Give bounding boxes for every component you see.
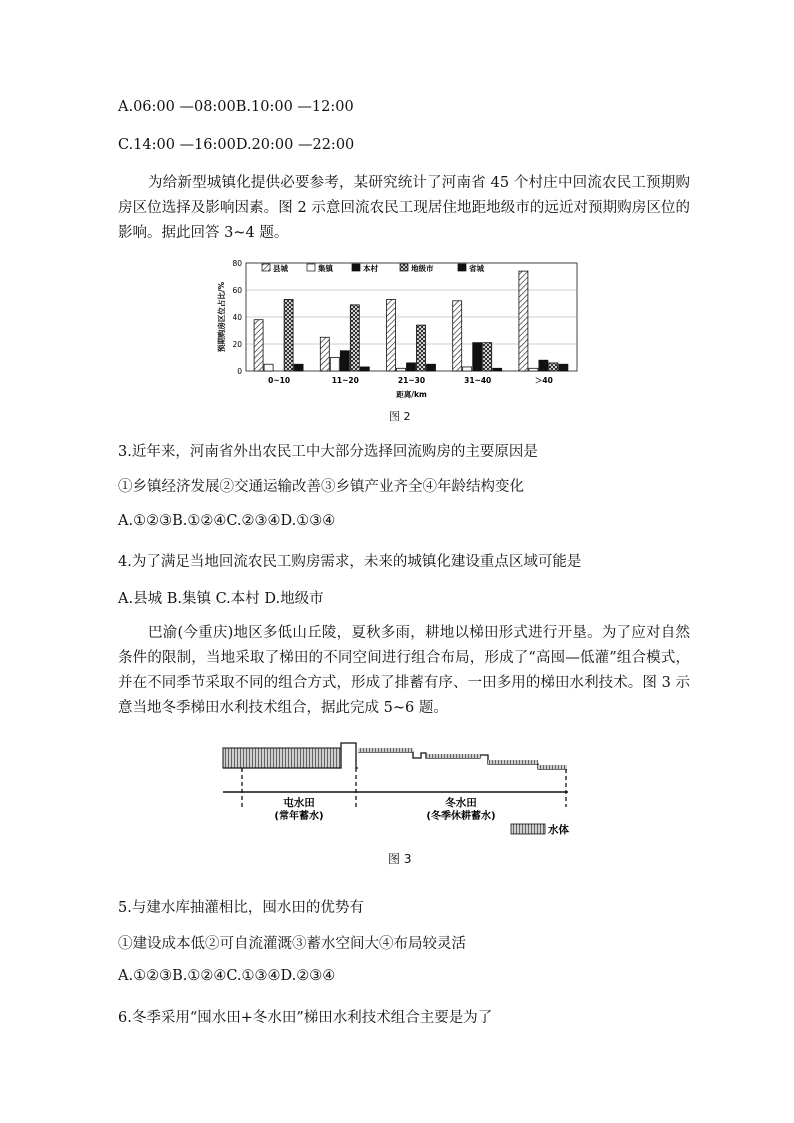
bar [284, 299, 293, 371]
q6-stem: 6.冬季采用“囤水田+冬水田”梯田水利技术组合主要是为了 [118, 1010, 493, 1026]
winter-field-water-1 [358, 748, 413, 752]
legend-label: 集镇 [318, 264, 333, 273]
winter-field-label: 冬水田 [445, 797, 477, 809]
q2-options-line2: C.14:00 —16:00D.20:00 —22:00 [118, 137, 355, 153]
bar [463, 367, 472, 371]
legend-swatch [400, 264, 408, 271]
legend-swatch [458, 264, 466, 271]
intro-paragraph-5-6: 巴渝(今重庆)地区多低山丘陵，夏秋多雨，耕地以梯田形式进行开垦。为了应对自然条件的限制，当地采取了梯田的不同空间进行组合布局，形成了“高囤—低灌”组合模式，并在不同季节采取不同的组合方式，形成了排蓄有序、一田多用的梯田水利技术。图 3 示意当地冬季梯田水利技术组合，据此完成 5~6 题。 [118, 625, 690, 716]
bar [493, 368, 502, 371]
winter-field-water-3 [488, 760, 538, 764]
q5-stem: 5.与建水库抽灌相比，囤水田的优势有 [118, 900, 364, 916]
bar [453, 301, 462, 371]
legend-label: 省城 [469, 264, 484, 273]
bar [254, 320, 263, 371]
winter-field-water-4 [538, 765, 567, 769]
intro-paragraph-3-4: 为给新型城镇化提供必要参考，某研究统计了河南省 45 个村庄中回流农民工预期购房区位选择及影响因素。图 2 示意回流农民工现居住地距地级市的远近对预期购房区位的影响。据此回答 3~4 题。 [118, 175, 690, 241]
figure-2-caption: 图 2 [389, 410, 411, 423]
q5-items: ①建设成本低②可自流灌溉③蓄水空间大④布局较灵活 [118, 936, 466, 952]
y-axis-label: 预期购房区位占比/% [217, 281, 226, 353]
bar [539, 360, 548, 371]
bar [350, 305, 359, 371]
x-tick-label: 21~30 [397, 376, 426, 385]
y-tick-label: 80 [232, 259, 242, 268]
figure-2-bar-chart [210, 255, 590, 405]
x-axis-label: 距离/km [396, 390, 427, 399]
legend-label: 县城 [273, 264, 288, 273]
bar [427, 364, 436, 371]
bar [529, 368, 538, 371]
q2-options-line1: A.06:00 —08:00B.10:00 —12:00 [118, 99, 354, 115]
bar [407, 363, 416, 371]
legend-water-label: 水体 [548, 824, 569, 836]
figure-3-terrace-diagram [215, 735, 585, 845]
q4-stem: 4.为了满足当地回流农民工购房需求，未来的城镇化建设重点区域可能是 [118, 554, 582, 570]
winter-field-sublabel: (冬季休耕蓄水) [426, 811, 496, 822]
legend-swatch [352, 264, 360, 271]
legend-swatch [262, 264, 270, 271]
bar [473, 343, 482, 371]
bar [294, 364, 303, 371]
legend-swatch [307, 264, 315, 271]
bar [320, 337, 329, 371]
storage-field-water [223, 748, 341, 768]
bar [417, 325, 426, 371]
legend-label: 本村 [363, 264, 378, 273]
winter-field-water-2 [426, 754, 480, 758]
q3-stem: 3.近年来，河南省外出农民工中大部分选择回流购房的主要原因是 [118, 444, 538, 460]
q3-items: ①乡镇经济发展②交通运输改善③乡镇产业齐全④年龄结构变化 [118, 479, 524, 495]
bar [387, 299, 396, 371]
q4-options: A.县城 B.集镇 C.本村 D.地级市 [118, 591, 324, 607]
q3-options: A.①②③B.①②④C.②③④D.①③④ [118, 513, 336, 529]
bar [340, 351, 349, 371]
bar [330, 358, 339, 372]
storage-field-label: 屯水田 [283, 797, 315, 809]
y-tick-label: 60 [232, 286, 242, 295]
bar [264, 364, 273, 371]
legend-label: 地级市 [411, 264, 434, 273]
bar [397, 368, 406, 371]
x-tick-label: 0~10 [268, 376, 291, 385]
storage-field-sublabel: (常年蓄水) [274, 811, 324, 822]
bar [483, 343, 492, 371]
bar [360, 367, 369, 371]
figure-3-caption: 图 3 [388, 852, 412, 866]
x-tick-label: 31~40 [464, 376, 492, 385]
x-tick-label: 11~20 [331, 376, 359, 385]
y-tick-label: 0 [237, 367, 242, 376]
bar [559, 364, 568, 371]
legend-water-swatch [511, 824, 545, 834]
bar [549, 363, 558, 371]
y-tick-label: 40 [232, 313, 242, 322]
q5-options: A.①②③B.①②④C.①③④D.②③④ [118, 968, 336, 984]
x-tick-label: ＞40 [534, 376, 553, 385]
bar [519, 271, 528, 371]
y-tick-label: 20 [232, 340, 242, 349]
